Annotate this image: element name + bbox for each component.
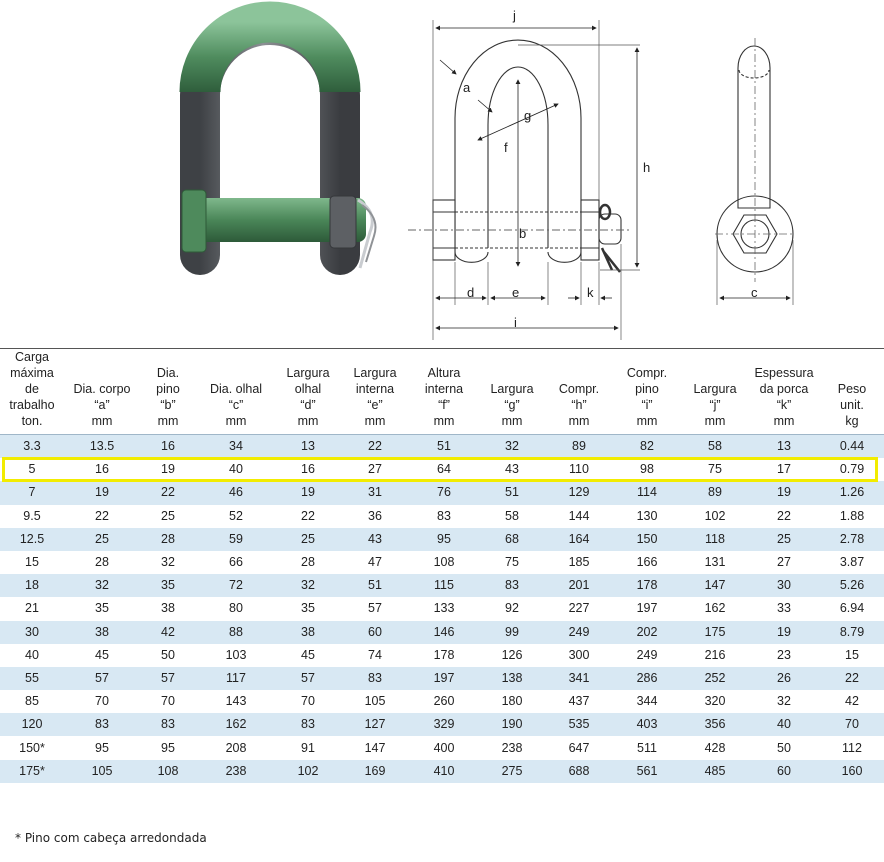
table-cell: 437 [546,690,612,713]
column-header-line: mm [364,414,386,428]
table-cell: 112 [820,736,884,759]
column-header-line: kg [845,414,859,428]
table-cell: 28 [276,551,340,574]
table-cell: 40 [0,644,64,667]
column-header-line: “f” [438,398,450,412]
table-cell: 105 [340,690,410,713]
table-cell: 15 [820,644,884,667]
table-header-row [0,349,884,435]
table-cell: 216 [682,644,748,667]
table-cell: 110 [546,458,612,481]
column-header-line: “g” [504,398,520,412]
table-cell: 30 [0,621,64,644]
table-cell: 50 [140,644,196,667]
table-cell: 22 [340,435,410,459]
column-header-line: “e” [367,398,383,412]
table-cell: 72 [196,574,276,597]
table-cell: 12.5 [0,528,64,551]
table-cell: 43 [340,528,410,551]
table-cell: 25 [276,528,340,551]
table-cell: 238 [478,736,546,759]
table-cell: 35 [276,597,340,620]
table-cell: 91 [276,736,340,759]
table-cell: 162 [682,597,748,620]
table-cell: 35 [140,574,196,597]
dim-label-h: h [643,160,651,175]
table-cell: 147 [340,736,410,759]
column-header-line: interna [424,382,464,396]
table-cell: 6.94 [820,597,884,620]
table-cell: 66 [196,551,276,574]
table-cell: 19 [140,458,196,481]
column-header-line: mm [568,414,590,428]
table-cell: 45 [276,644,340,667]
table-cell: 19 [64,481,140,504]
table-cell: 117 [196,667,276,690]
dim-label-c: c [751,285,758,300]
table-cell: 58 [682,435,748,459]
column-header [0,349,64,435]
table-cell: 341 [546,667,612,690]
table-row [0,435,884,459]
table-cell: 511 [612,736,682,759]
column-header-line: Espessura [754,366,814,380]
table-cell: 208 [196,736,276,759]
table-cell: 329 [410,713,478,736]
column-header [748,349,820,435]
column-header-line: Dia. corpo [73,382,131,396]
table-cell: 95 [64,736,140,759]
table-cell: 40 [748,713,820,736]
shackle-side-drawing [715,38,795,305]
table-cell: 102 [682,505,748,528]
dim-label-j: j [513,8,516,23]
table-cell: 19 [748,621,820,644]
table-cell: 83 [64,713,140,736]
table-cell: 162 [196,713,276,736]
column-header [64,349,140,435]
shackle-3d-render [182,22,376,268]
table-cell: 82 [612,435,682,459]
table-cell: 131 [682,551,748,574]
column-header [196,349,276,435]
table-cell: 108 [140,760,196,783]
table-row [0,736,884,759]
table-cell: 105 [64,760,140,783]
table-cell: 22 [140,481,196,504]
table-cell: 83 [410,505,478,528]
table-cell: 166 [612,551,682,574]
table-cell: 120 [0,713,64,736]
table-cell: 150* [0,736,64,759]
table-cell: 16 [276,458,340,481]
table-cell: 1.88 [820,505,884,528]
table-cell: 647 [546,736,612,759]
table-cell: 103 [196,644,276,667]
table-cell: 21 [0,597,64,620]
table-cell: 33 [748,597,820,620]
column-header-line: “j” [709,398,721,412]
table-cell: 28 [64,551,140,574]
table-cell: 227 [546,597,612,620]
column-header-line: mm [773,414,795,428]
table-cell: 89 [546,435,612,459]
column-header-line: “d” [300,398,316,412]
table-cell: 32 [276,574,340,597]
table-cell: 51 [340,574,410,597]
column-header-line: mm [91,414,113,428]
column-header [140,349,196,435]
table-cell: 7 [0,481,64,504]
table-cell: 150 [612,528,682,551]
column-header-line: pino [635,382,659,396]
table-cell: 13 [276,435,340,459]
table-cell: 75 [478,551,546,574]
table-cell: 28 [140,528,196,551]
table-cell: 1.26 [820,481,884,504]
table-cell: 42 [140,621,196,644]
table-cell: 16 [64,458,140,481]
table-cell: 89 [682,481,748,504]
dim-label-d: d [467,285,475,300]
dim-label-f: f [504,140,508,155]
spec-table [0,348,884,783]
table-cell: 64 [410,458,478,481]
column-header [410,349,478,435]
table-cell: 249 [546,621,612,644]
table-cell: 59 [196,528,276,551]
column-header-line: Carga [14,350,50,364]
table-cell: 0.44 [820,435,884,459]
table-row [0,713,884,736]
table-cell: 42 [820,690,884,713]
table-cell: 22 [64,505,140,528]
table-cell: 27 [340,458,410,481]
table-cell: 70 [140,690,196,713]
table-cell: 238 [196,760,276,783]
table-cell: 185 [546,551,612,574]
dim-label-i: i [514,315,517,330]
table-cell: 57 [276,667,340,690]
table-cell: 129 [546,481,612,504]
table-cell: 0.79 [820,458,884,481]
column-header-line: “a” [94,398,110,412]
table-row [0,458,884,481]
table-cell: 169 [340,760,410,783]
table-cell: 52 [196,505,276,528]
column-header [820,349,884,435]
table-cell: 57 [64,667,140,690]
table-cell: 2.78 [820,528,884,551]
table-cell: 535 [546,713,612,736]
shackle-front-drawing [408,20,640,340]
table-cell: 55 [0,667,64,690]
table-cell: 50 [748,736,820,759]
table-cell: 118 [682,528,748,551]
column-header [478,349,546,435]
column-header-line: mm [636,414,658,428]
column-header-line: Largura [286,366,330,380]
table-cell: 76 [410,481,478,504]
table-cell: 32 [478,435,546,459]
dim-label-e: e [512,285,520,300]
table-row [0,505,884,528]
table-cell: 85 [0,690,64,713]
column-header-line: máxima [10,366,54,380]
table-cell: 143 [196,690,276,713]
table-cell: 8.79 [820,621,884,644]
table-cell: 32 [64,574,140,597]
table-cell: 51 [410,435,478,459]
table-cell: 400 [410,736,478,759]
column-header-line: “i” [641,398,653,412]
table-cell: 83 [276,713,340,736]
column-header-line: mm [297,414,319,428]
table-row [0,760,884,783]
table-cell: 9.5 [0,505,64,528]
column-header-line: mm [157,414,179,428]
column-header-line: Dia. [156,366,180,380]
table-cell: 126 [478,644,546,667]
table-cell: 175 [682,621,748,644]
table-row [0,528,884,551]
table-cell: 40 [196,458,276,481]
table-cell: 17 [748,458,820,481]
dim-label-b: b [519,226,527,241]
table-cell: 26 [748,667,820,690]
table-cell: 356 [682,713,748,736]
column-header-line: Peso [837,382,867,396]
table-cell: 57 [340,597,410,620]
column-header-line: “b” [160,398,176,412]
table-cell: 68 [478,528,546,551]
table-cell: 13 [748,435,820,459]
table-row [0,597,884,620]
table-cell: 175* [0,760,64,783]
table-cell: 83 [140,713,196,736]
table-cell: 88 [196,621,276,644]
column-header-line: “c” [228,398,244,412]
table-row [0,551,884,574]
column-header-line: “k” [776,398,792,412]
column-header-line: Compr. [626,366,668,380]
table-cell: 92 [478,597,546,620]
shackle-illustration [0,0,884,345]
table-cell: 80 [196,597,276,620]
table-cell: 178 [612,574,682,597]
dim-label-a: a [463,80,471,95]
table-row [0,574,884,597]
table-cell: 25 [748,528,820,551]
table-cell: 74 [340,644,410,667]
column-header-line: Dia. olhal [209,382,263,396]
table-cell: 23 [748,644,820,667]
table-cell: 133 [410,597,478,620]
table-cell: 202 [612,621,682,644]
column-header-line: pino [156,382,180,396]
table-cell: 22 [820,667,884,690]
table-cell: 83 [478,574,546,597]
table-cell: 146 [410,621,478,644]
table-cell: 75 [682,458,748,481]
table-cell: 27 [748,551,820,574]
column-header [276,349,340,435]
table-cell: 46 [196,481,276,504]
table-cell: 36 [340,505,410,528]
table-cell: 47 [340,551,410,574]
column-header-line: mm [704,414,726,428]
dim-label-g: g [524,108,532,123]
column-header [612,349,682,435]
table-cell: 16 [140,435,196,459]
table-cell: 34 [196,435,276,459]
table-body [0,435,884,783]
table-cell: 190 [478,713,546,736]
table-cell: 197 [612,597,682,620]
table-cell: 31 [340,481,410,504]
table-cell: 32 [140,551,196,574]
table-cell: 147 [682,574,748,597]
table-cell: 18 [0,574,64,597]
column-header-line: interna [355,382,395,396]
column-header [682,349,748,435]
table-cell: 561 [612,760,682,783]
table-cell: 130 [612,505,682,528]
table-cell: 25 [64,528,140,551]
table-cell: 688 [546,760,612,783]
table-cell: 485 [682,760,748,783]
table-cell: 286 [612,667,682,690]
column-header-line: “h” [571,398,587,412]
table-cell: 3.87 [820,551,884,574]
column-header-line: trabalho [9,398,55,412]
table-cell: 160 [820,760,884,783]
column-header-line: da porca [759,382,809,396]
table-cell: 22 [276,505,340,528]
table-cell: 144 [546,505,612,528]
table-cell: 5 [0,458,64,481]
column-header [340,349,410,435]
table-cell: 138 [478,667,546,690]
table-cell: 38 [276,621,340,644]
table-cell: 60 [340,621,410,644]
table-cell: 300 [546,644,612,667]
column-header-line: Largura [490,382,534,396]
table-cell: 180 [478,690,546,713]
table-cell: 428 [682,736,748,759]
table-cell: 38 [64,621,140,644]
table-cell: 320 [682,690,748,713]
table-cell: 410 [410,760,478,783]
column-header-line: ton. [21,414,43,428]
table-cell: 114 [612,481,682,504]
table-cell: 108 [410,551,478,574]
table-cell: 95 [140,736,196,759]
table-cell: 102 [276,760,340,783]
table-cell: 201 [546,574,612,597]
table-cell: 178 [410,644,478,667]
table-cell: 51 [478,481,546,504]
table-cell: 127 [340,713,410,736]
table-cell: 275 [478,760,546,783]
column-header-line: Largura [353,366,397,380]
table-cell: 197 [410,667,478,690]
column-header-line: mm [501,414,523,428]
table-cell: 32 [748,690,820,713]
table-cell: 95 [410,528,478,551]
table-cell: 19 [276,481,340,504]
table-cell: 3.3 [0,435,64,459]
column-header-line: Altura [427,366,461,380]
table-cell: 43 [478,458,546,481]
table-cell: 35 [64,597,140,620]
table-cell: 260 [410,690,478,713]
table-cell: 22 [748,505,820,528]
table-cell: 19 [748,481,820,504]
dim-label-k: k [587,285,594,300]
table-cell: 252 [682,667,748,690]
table-cell: 70 [276,690,340,713]
table-cell: 70 [820,713,884,736]
table-row [0,621,884,644]
table-row [0,667,884,690]
table-cell: 30 [748,574,820,597]
table-cell: 115 [410,574,478,597]
table-cell: 83 [340,667,410,690]
column-header [546,349,612,435]
table-row [0,690,884,713]
table-cell: 403 [612,713,682,736]
table-cell: 60 [748,760,820,783]
table-cell: 164 [546,528,612,551]
column-header-line: unit. [840,398,864,412]
table-cell: 15 [0,551,64,574]
table-row [0,644,884,667]
column-header-line: mm [433,414,455,428]
column-header-line: mm [225,414,247,428]
table-cell: 38 [140,597,196,620]
table-cell: 58 [478,505,546,528]
table-cell: 13.5 [64,435,140,459]
table-cell: 344 [612,690,682,713]
table-row [0,481,884,504]
table-cell: 5.26 [820,574,884,597]
table-cell: 99 [478,621,546,644]
table-cell: 98 [612,458,682,481]
column-header-line: de [25,382,39,396]
column-header-line: Largura [693,382,737,396]
table-cell: 70 [64,690,140,713]
table-cell: 25 [140,505,196,528]
table-cell: 45 [64,644,140,667]
column-header-line: olhal [294,382,322,396]
column-header-line: Compr. [558,382,600,396]
table-cell: 249 [612,644,682,667]
footnote: * Pino com cabeça arredondada [15,831,207,845]
table-cell: 57 [140,667,196,690]
